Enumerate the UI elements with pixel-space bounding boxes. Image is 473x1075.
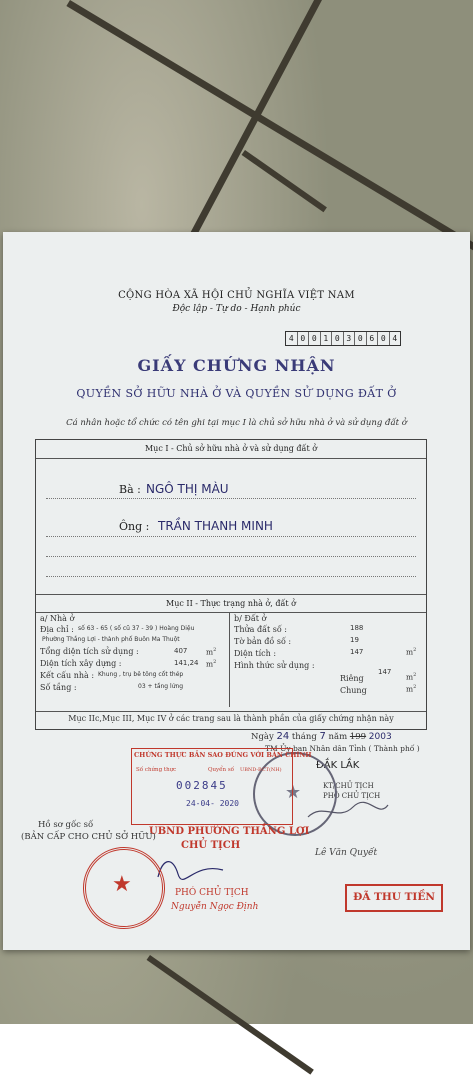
province-name: ĐẮK LẮK	[316, 760, 360, 771]
serial-digit: 3	[344, 332, 356, 345]
paid-stamp: ĐÃ THU TIỀN	[345, 884, 443, 912]
land-area-value: 147	[350, 648, 364, 656]
built-area-label: Diện tích xây dựng :	[40, 659, 122, 668]
tile-grout-line	[242, 150, 327, 212]
source-record-label: Hồ sơ gốc số	[38, 820, 94, 830]
house-title: a/ Nhà ở	[40, 614, 75, 623]
deputy-name: Nguyễn Ngọc Định	[171, 902, 259, 912]
dotted-line	[46, 576, 416, 577]
owner1-name: NGÔ THỊ MÀU	[146, 482, 229, 496]
deputy-role: PHÓ CHỦ TỊCH	[175, 888, 249, 898]
owner2-label: Ông :	[119, 520, 150, 533]
document-title: GIẤY CHỨNG NHẬN	[137, 356, 336, 375]
map-sheet-value: 19	[350, 636, 359, 644]
section1-heading: Mục I - Chủ sở hữu nhà ở và sử dụng đất ở	[36, 440, 426, 459]
house-info-column	[36, 612, 230, 707]
intro-text: Cá nhân hoặc tổ chức có tên ghi tại mục I là chủ sở hữu nhà ở và sử dụng đất ở	[66, 418, 407, 428]
certification-stamp	[131, 748, 312, 825]
ward-seal	[83, 847, 165, 929]
stamp-date: 24-04- 2020	[186, 799, 239, 808]
private-value: 147	[378, 668, 392, 676]
serial-digit: 0	[378, 332, 390, 345]
serial-digit: 0	[332, 332, 344, 345]
built-area-value: 141,24	[174, 659, 199, 667]
tile-grout-line	[147, 955, 314, 1075]
stamp-title: CHỨNG THỰC BẢN SAO ĐÚNG VỚI BẢN CHÍNH	[134, 751, 312, 759]
land-title: b/ Đất ở	[234, 614, 267, 623]
floors-value: 03 + tầng lửng	[138, 683, 184, 690]
serial-number-boxes	[285, 331, 401, 346]
issuer-text: TM Ủy ban Nhân dân Tỉnh ( Thành phố )	[265, 744, 420, 753]
source-record-note: (BẢN CẤP CHO CHỦ SỞ HỮU)	[21, 832, 156, 842]
area-unit: $m^2$	[406, 647, 417, 657]
serial-digit: 0	[298, 332, 310, 345]
signatory-role1: KT/CHỦ TỊCH	[323, 782, 374, 790]
parcel-value: 188	[350, 624, 364, 632]
serial-digit: 0	[309, 332, 321, 345]
certificate-table	[35, 439, 427, 730]
serial-digit: 1	[321, 332, 333, 345]
area-unit: $m^2$	[406, 672, 417, 682]
floors-label: Số tầng :	[40, 683, 77, 692]
dotted-line	[46, 536, 416, 537]
address-label: Địa chỉ :	[40, 625, 74, 634]
document-subtitle: QUYỀN SỞ HỮU NHÀ Ở VÀ QUYỀN SỬ DỤNG ĐẤT Ở	[76, 387, 397, 400]
map-sheet-label: Tờ bản đồ số :	[234, 637, 292, 646]
issue-date: Ngày 24 tháng 7 năm 199 2003	[251, 731, 392, 742]
ward-office-title: UBND PHƯỜNG THẮNG LỢI	[149, 826, 310, 837]
land-info-column	[230, 612, 426, 707]
area-unit: $m^2$	[406, 684, 417, 694]
provincial-signature	[303, 797, 393, 827]
use-form-label: Hình thức sử dụng :	[234, 661, 315, 670]
owner1-label: Bà :	[119, 483, 141, 496]
total-area-label: Tổng diện tích sử dụng :	[40, 647, 139, 656]
section2-heading: Mục II - Thực trạng nhà ở, đất ở	[36, 594, 426, 613]
continuation-note: Mục IIc,Mục III, Mục IV ở các trang sau là thành phần của giấy chứng nhận này	[36, 711, 426, 723]
national-motto: Độc lập - Tự do - Hạnh phúc	[172, 304, 301, 314]
stamp-number: 002845	[176, 779, 228, 792]
structure-value: Khung , trụ bê tông cốt thép	[98, 671, 184, 678]
land-area-label: Diện tích :	[234, 649, 277, 658]
area-unit: $m^2$	[206, 659, 217, 669]
address-line2: Phường Thắng Lợi - thành phố Buôn Ma Thuột	[42, 636, 180, 643]
stamp-book-label: Quyển số	[208, 767, 235, 773]
star-icon: ★	[112, 872, 132, 897]
total-area-value: 407	[174, 647, 188, 655]
signatory-role2: PHÓ CHỦ TỊCH	[323, 792, 381, 800]
certificate-document	[3, 232, 470, 950]
area-unit: $m^2$	[206, 647, 217, 657]
national-header: CỘNG HÒA XÃ HỘI CHỦ NGHĨA VIỆT NAM	[118, 290, 355, 301]
ward-signature	[153, 852, 233, 882]
dotted-line	[46, 498, 416, 499]
shared-label: Chung	[340, 686, 367, 695]
parcel-label: Thửa đất số :	[234, 625, 287, 634]
owner2-name: TRẦN THANH MINH	[158, 519, 273, 533]
serial-digit: 6	[367, 332, 379, 345]
structure-label: Kết cấu nhà :	[40, 671, 95, 680]
serial-digit: 4	[286, 332, 298, 345]
dotted-line	[46, 556, 416, 557]
stamp-book-value: UBND-BCT(NH)	[240, 767, 282, 773]
stamp-cert-no-label: Số chứng thực	[136, 767, 177, 773]
private-label: Riêng	[340, 674, 364, 683]
serial-digit: 0	[355, 332, 367, 345]
signer-name: Lê Văn Quyết	[315, 848, 378, 858]
serial-digit: 4	[392, 334, 398, 343]
star-icon: ★	[285, 782, 302, 803]
ward-office-role: CHỦ TỊCH	[181, 840, 241, 851]
address-line1: số 63 - 65 ( số cũ 37 - 39 ) Hoàng Diệu	[78, 625, 195, 632]
